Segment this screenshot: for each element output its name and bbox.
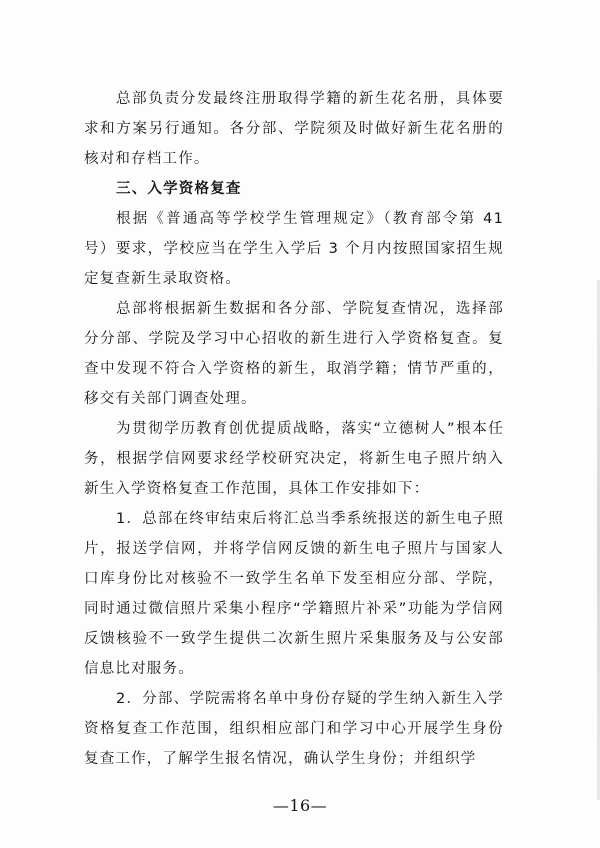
paragraph-item-2-branches: 2．分部、学院需将名单中身份存疑的学生纳入新生入学资格复查工作范围，组织相应部门和学习中心开展学生身份复查工作，了解学生报名情况，确认学生身份；并组织学: [84, 691, 504, 767]
paragraph-photo-review-scope: 为贯彻学历教育创优提质战略，落实“立德树人”根本任务，根据学信网要求经学校研究决定，将新生电子照片纳入新生入学资格复查工作范围，具体工作安排如下：: [84, 421, 504, 497]
page-number: —16—: [272, 796, 328, 815]
paragraph-regulation-basis: 根据《普通高等学校学生管理规定》（教育部令第 41号）要求，学校应当在学生入学后 3 个月内按照国家招生规定复查新生录取资格。: [84, 211, 504, 287]
section-heading-admission-review: 三、入学资格复查: [116, 181, 242, 197]
paragraph-review-selection: 总部将根据新生数据和各分部、学院复查情况，选择部分分部、学院及学习中心招收的新生进行入学资格复查。复查中发现不符合入学资格的新生，取消学籍；情节严重的，移交有关部门调查处理。: [84, 301, 504, 407]
paragraph-item-1-headquarters: 1．总部在终审结束后将汇总当季系统报送的新生电子照片，报送学信网，并将学信网反馈的新生电子照片与国家人口库身份比对核验不一致学生名单下发至相应分部、学院，同时通过微信照片采集小程序“学籍照片补采”功能为学信网反馈核验不一致学生提供二次新生照片采集服务及与公安部信息比对服务。: [84, 511, 504, 677]
paragraph-roster-distribution: 总部负责分发最终注册取得学籍的新生花名册，具体要求和方案另行通知。各分部、学院须及时做好新生花名册的核对和存档工作。: [84, 91, 504, 167]
